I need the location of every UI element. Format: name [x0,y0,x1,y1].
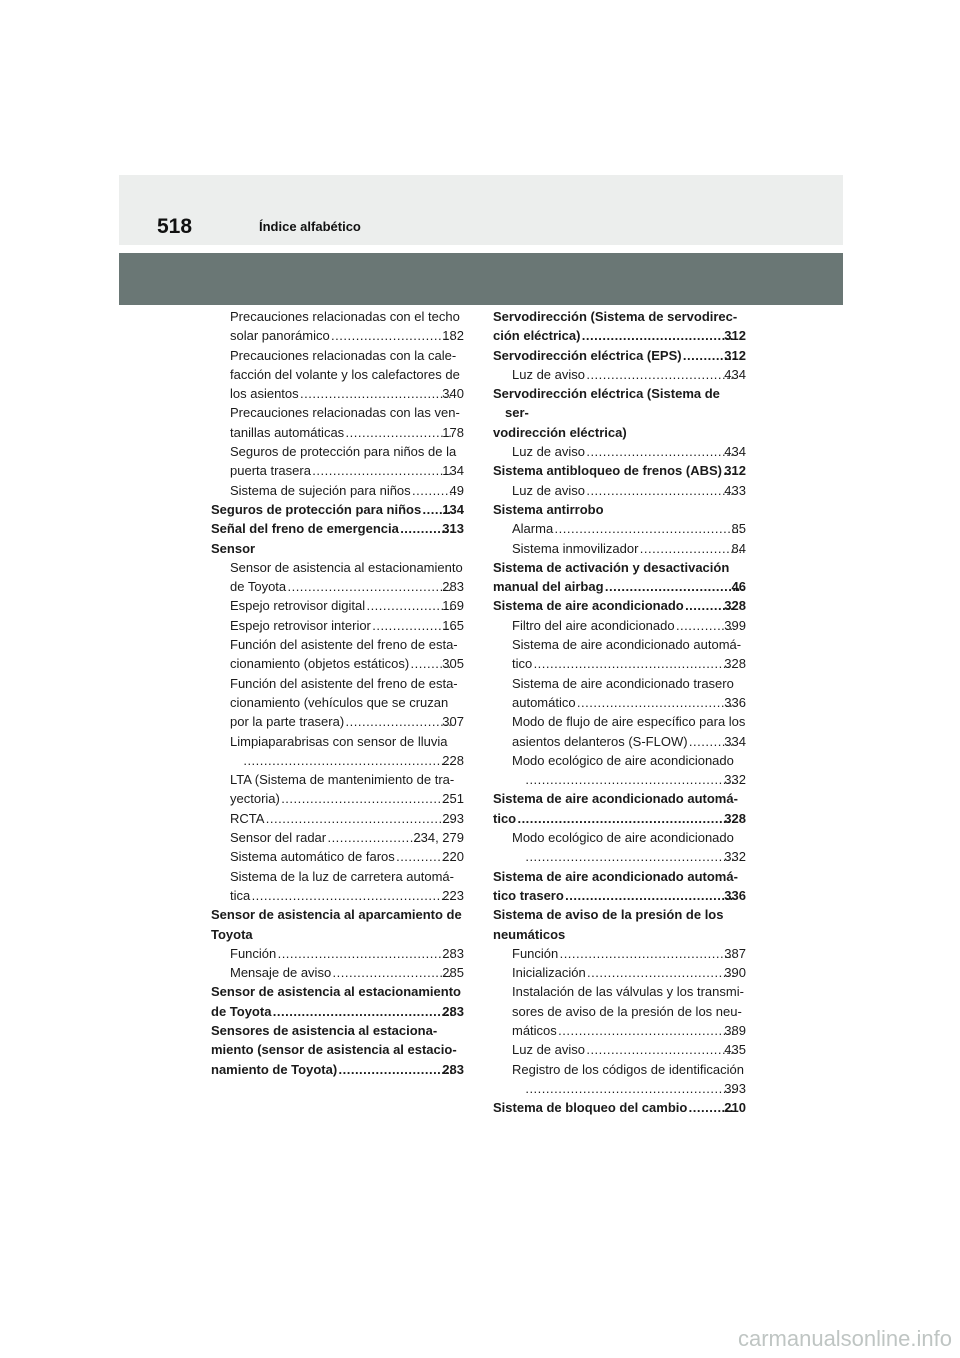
entry-text: ción eléctrica) [493,328,581,344]
entry-text: Sistema antibloqueo de frenos (ABS) [493,463,722,479]
dot-leader [327,828,424,847]
entry-page-line [230,326,464,345]
entry-text: Luz de aviso [512,444,585,460]
entry-text: RCTA [230,810,265,826]
entry-page-line [230,384,464,403]
entry-text: cionamiento (objetos estáticos) [230,656,410,672]
entry-text: Sistema de aire acondicionado [493,598,684,614]
index-subentry [211,403,464,442]
entry-page-line [493,346,746,365]
index-subentry [211,944,464,963]
entry-page-line [512,693,746,712]
dot-leader [581,326,735,345]
entry-page-line [493,461,746,480]
entry-text-line: neumáticos [493,926,566,942]
page-reference: 228 [442,752,464,768]
entry-text-line: Modo ecológico de aire acondicionado [512,752,734,768]
index-entry [493,1098,746,1117]
index-entry [211,982,464,1021]
page-reference: 85 [731,521,746,537]
entry-page-line [493,326,746,345]
page-reference: 433 [724,482,746,498]
page-reference: 332 [724,772,746,788]
index-subentry [211,674,464,732]
index-subentry [493,712,746,751]
dot-leader [605,577,743,596]
index-subentry [493,481,746,500]
page-reference: 283 [442,1003,464,1019]
entry-text-line: Toyota [211,926,253,942]
page-reference: 390 [724,965,746,981]
entry-page-line [230,886,464,905]
entry-text: de Toyota [211,1003,272,1019]
index-subentry [493,616,746,635]
entry-page-line [230,944,464,963]
entry-text: puerta trasera [230,463,311,479]
index-entry [211,500,464,519]
entry-text-line: cionamiento (vehículos que se cruzan [230,694,449,710]
entry-text: Alarma [512,521,554,537]
entry-page-line [230,789,464,808]
dot-leader [338,1060,453,1079]
index-entry [493,384,746,442]
entry-text: automático [512,694,576,710]
entry-text-line: Sistema de aire acondicionado automá- [512,637,742,653]
page-reference: 169 [442,598,464,614]
entry-text-line: Precauciones relacionadas con la cale- [230,347,457,363]
page-reference: 434 [724,366,746,382]
dot-leader [366,596,453,615]
entry-page-line [512,654,746,673]
index-entry [493,558,746,597]
entry-text: Señal del freno de emergencia [211,521,399,537]
entry-page-line [493,577,746,596]
page-reference: 223 [442,887,464,903]
entry-text: Servodirección eléctrica (EPS) [493,347,682,363]
entry-page-line [211,1060,464,1079]
index-entry [493,307,746,346]
dot-leader [277,944,453,963]
entry-text: tico [493,810,517,826]
header-bar [119,253,843,305]
entry-page-line [211,519,464,538]
index-subentry [211,732,464,771]
page-reference: 251 [442,791,464,807]
entry-text: máticos [512,1022,557,1038]
index-entry [211,539,464,558]
dot-leader [251,886,453,905]
entry-page-line [512,963,746,982]
entry-text-line: Sensor [211,540,256,556]
entry-text: de Toyota [230,579,287,595]
entry-text-line: facción del volante y los calefactores de [230,366,460,382]
entry-text-line: Sistema de activación y desactivación [493,559,730,575]
page-reference: 234, 279 [413,830,464,846]
entry-page-line [230,577,464,596]
entry-text-line: Sistema de la luz de carretera automá- [230,868,454,884]
entry-text: tico [512,656,533,672]
entry-page-line [512,944,746,963]
entry-page-line [493,596,746,615]
index-subentry [211,481,464,500]
entry-page-line [524,770,746,789]
entry-text-line: Sistema de aire acondicionado automá- [493,791,738,807]
entry-text: manual del airbag [493,579,604,595]
entry-text: tanillas automáticas [230,424,345,440]
index-subentry [493,944,746,963]
index-subentry [493,365,746,384]
entry-page-line [493,1098,746,1117]
index-subentry [493,635,746,674]
section-title: Índice alfabético [259,219,361,234]
entry-text: Luz de aviso [512,482,585,498]
dot-leader [586,365,735,384]
entry-text: tico trasero [493,887,564,903]
page-reference: 165 [442,617,464,633]
entry-page-line [230,809,464,828]
page-reference: 293 [442,810,464,826]
index-column-left [211,307,464,1079]
index-entry [211,519,464,538]
entry-page-line [230,828,464,847]
entry-text-line: Sensor de asistencia al estacionamiento [230,559,463,575]
dot-leader [639,539,742,558]
entry-page-line [230,461,464,480]
dot-leader [281,789,453,808]
entry-page-line [524,1079,746,1098]
dot-leader [312,461,453,480]
entry-text: Sistema de bloqueo del cambio [493,1100,688,1116]
dot-leader [586,442,735,461]
entry-text-line: Modo ecológico de aire acondicionado [512,830,734,846]
entry-text-line: vodirección eléctrica) [493,424,627,440]
index-subentry [211,442,464,481]
entry-page-line [230,847,464,866]
entry-text: Mensaje de aviso [230,965,332,981]
index-subentry [493,982,746,1040]
entry-text: namiento de Toyota) [211,1061,338,1077]
page-reference: 283 [442,579,464,595]
entry-text-line: Servodirección eléctrica (Sistema de ser- [493,386,720,421]
page-reference: 334 [724,733,746,749]
dot-leader [331,326,454,345]
index-subentry [211,558,464,597]
entry-text-line: Precauciones relacionadas con las ven- [230,405,460,421]
entry-text: Luz de aviso [512,1042,585,1058]
entry-page-line [230,654,464,673]
dot-leader [559,944,735,963]
entry-page-line [524,847,746,866]
index-subentry [211,307,464,346]
entry-text: Función [230,945,277,961]
index-subentry [493,1040,746,1059]
index-subentry [493,751,746,790]
entry-page-line [230,481,464,500]
page-reference: 399 [724,617,746,633]
entry-page-line [512,1021,746,1040]
page-reference: 134 [442,463,464,479]
entry-text-line: LTA (Sistema de mantenimiento de tra- [230,772,455,788]
dot-leader [558,1021,736,1040]
entry-text-line: Registro de los códigos de identificación [512,1061,744,1077]
entry-text-line: Sistema antirrobo [493,501,604,517]
index-subentry [211,635,464,674]
entry-text-line: Función del asistente del freno de esta- [230,637,458,653]
index-subentry [493,963,746,982]
index-entry [493,905,746,944]
entry-text: Sistema de sujeción para niños [230,482,411,498]
index-entry [493,596,746,615]
page-reference: 434 [724,444,746,460]
dot-leader [587,963,736,982]
dot-leader [345,423,453,442]
index-entry [493,789,746,828]
entry-page-line [493,886,746,905]
dot-leader [525,770,735,789]
dot-leader [525,1079,735,1098]
entry-text-line: Sistema de aviso de la presión de los [493,907,724,923]
entry-page-line [512,732,746,751]
dot-leader [372,616,453,635]
page-reference: 178 [442,424,464,440]
entry-page-line [512,519,746,538]
page-reference: 134 [442,501,464,517]
dot-leader [533,654,735,673]
page-reference: 220 [442,849,464,865]
index-subentry [211,346,464,404]
page-reference: 283 [442,1061,464,1077]
index-subentry [211,847,464,866]
entry-text: los asientos [230,386,299,402]
entry-text: Espejo retrovisor digital [230,598,366,614]
page-reference: 336 [724,694,746,710]
entry-text: Sensor del radar [230,830,327,846]
entry-page-line [230,423,464,442]
page-reference: 285 [442,965,464,981]
entry-page-line [512,539,746,558]
entry-text: Luz de aviso [512,366,585,382]
entry-text-line: Modo de flujo de aire específico para los [512,714,746,730]
index-subentry [493,828,746,867]
index-entry [493,500,746,519]
page-reference: 336 [724,887,746,903]
entry-text-line: Instalación de las válvulas y los transmi- [512,984,744,1000]
index-subentry [211,867,464,906]
entry-page-line [493,809,746,828]
entry-text: yectoria) [230,791,280,807]
entry-page-line [512,616,746,635]
entry-page-line [230,596,464,615]
dot-leader [586,1040,735,1059]
index-subentry [493,519,746,538]
index-subentry [493,442,746,461]
page-reference: 46 [731,579,746,595]
page-reference: 84 [731,540,746,556]
dot-leader [272,1002,453,1021]
dot-leader [525,847,735,866]
dot-leader [265,809,453,828]
index-subentry [493,1060,746,1099]
entry-text: Inicialización [512,965,586,981]
entry-text: Sistema automático de faros [230,849,395,865]
dot-leader [577,693,736,712]
entry-text-line: Servodirección (Sistema de servodirec- [493,309,738,324]
index-entry [493,461,746,480]
index-entry [211,905,464,944]
dot-leader [517,809,735,828]
index-subentry [211,963,464,982]
entry-text-line: Sensor de asistencia al aparcamiento de [211,907,462,923]
entry-page-line [512,1040,746,1059]
entry-page-line [230,963,464,982]
entry-text-line: Seguros de protección para niños de la [230,444,457,460]
entry-text-line: Limpiaparabrisas con sensor de lluvia [230,733,448,749]
index-subentry [211,596,464,615]
entry-text: solar panorámico [230,328,330,344]
index-column-right [493,307,746,1117]
page-reference: 328 [724,810,746,826]
index-subentry [211,616,464,635]
index-subentry [211,809,464,828]
entry-text: por la parte trasera) [230,714,345,730]
index-subentry [211,770,464,809]
entry-text-line: Función del asistente del freno de esta- [230,675,458,691]
page-reference: 332 [724,849,746,865]
index-subentry [211,828,464,847]
page-reference: 435 [724,1042,746,1058]
entry-text-line: Sensor de asistencia al estacionamiento [211,984,461,1000]
index-entry [493,867,746,906]
entry-text: Seguros de protección para niños [211,501,422,517]
page-reference: 312 [724,347,746,363]
page-reference: 340 [442,386,464,402]
entry-page-line [230,616,464,635]
dot-leader [300,384,454,403]
dot-leader [565,886,735,905]
entry-page-line [512,481,746,500]
entry-page-line [211,1002,464,1021]
entry-text: Función [512,945,559,961]
index-entry [211,1021,464,1079]
entry-text-line: Sistema de aire acondicionado trasero [512,675,734,691]
entry-page-line [211,500,464,519]
page-reference: 387 [724,945,746,961]
dot-leader [554,519,742,538]
entry-text: Filtro del aire acondicionado [512,617,675,633]
index-subentry [493,674,746,713]
entry-text-line: sores de aviso de la presión de los neu- [512,1003,742,1019]
entry-page-line [512,442,746,461]
page-reference: 210 [724,1100,746,1116]
page-reference: 283 [442,945,464,961]
entry-text-line: Sensores de asistencia al estaciona- [211,1022,438,1038]
entry-page-line [512,365,746,384]
page-reference: 307 [442,714,464,730]
entry-text-line: miento (sensor de asistencia al estacio- [211,1042,457,1058]
page-reference: 393 [724,1080,746,1096]
page-reference: 328 [724,598,746,614]
watermark-url: carmanualsonline.info [737,1326,952,1351]
entry-text: asientos delanteros (S-FLOW) [512,733,688,749]
header-band [119,175,843,245]
page-number: 518 [157,215,193,238]
entry-text-line: Sistema de aire acondicionado automá- [493,868,738,884]
entry-text: Espejo retrovisor interior [230,617,371,633]
entry-page-line [230,712,464,731]
page-reference: 313 [442,521,464,537]
dot-leader [243,751,453,770]
page-reference: 312 [724,463,746,479]
page-reference: 312 [724,328,746,344]
entry-text: tica [230,887,251,903]
dot-leader [332,963,453,982]
dot-leader [345,712,453,731]
entry-page-line [242,751,464,770]
entry-text: Sistema inmovilizador [512,540,639,556]
page-reference: 328 [724,656,746,672]
index-entry [493,346,746,365]
dot-leader [287,577,453,596]
dot-leader [586,481,735,500]
page-reference: 49 [449,482,464,498]
entry-text-line: Precauciones relacionadas con el techo [230,309,460,324]
page-reference: 389 [724,1022,746,1038]
page-reference: 182 [442,328,464,344]
page-reference: 305 [442,656,464,672]
index-subentry [493,539,746,558]
